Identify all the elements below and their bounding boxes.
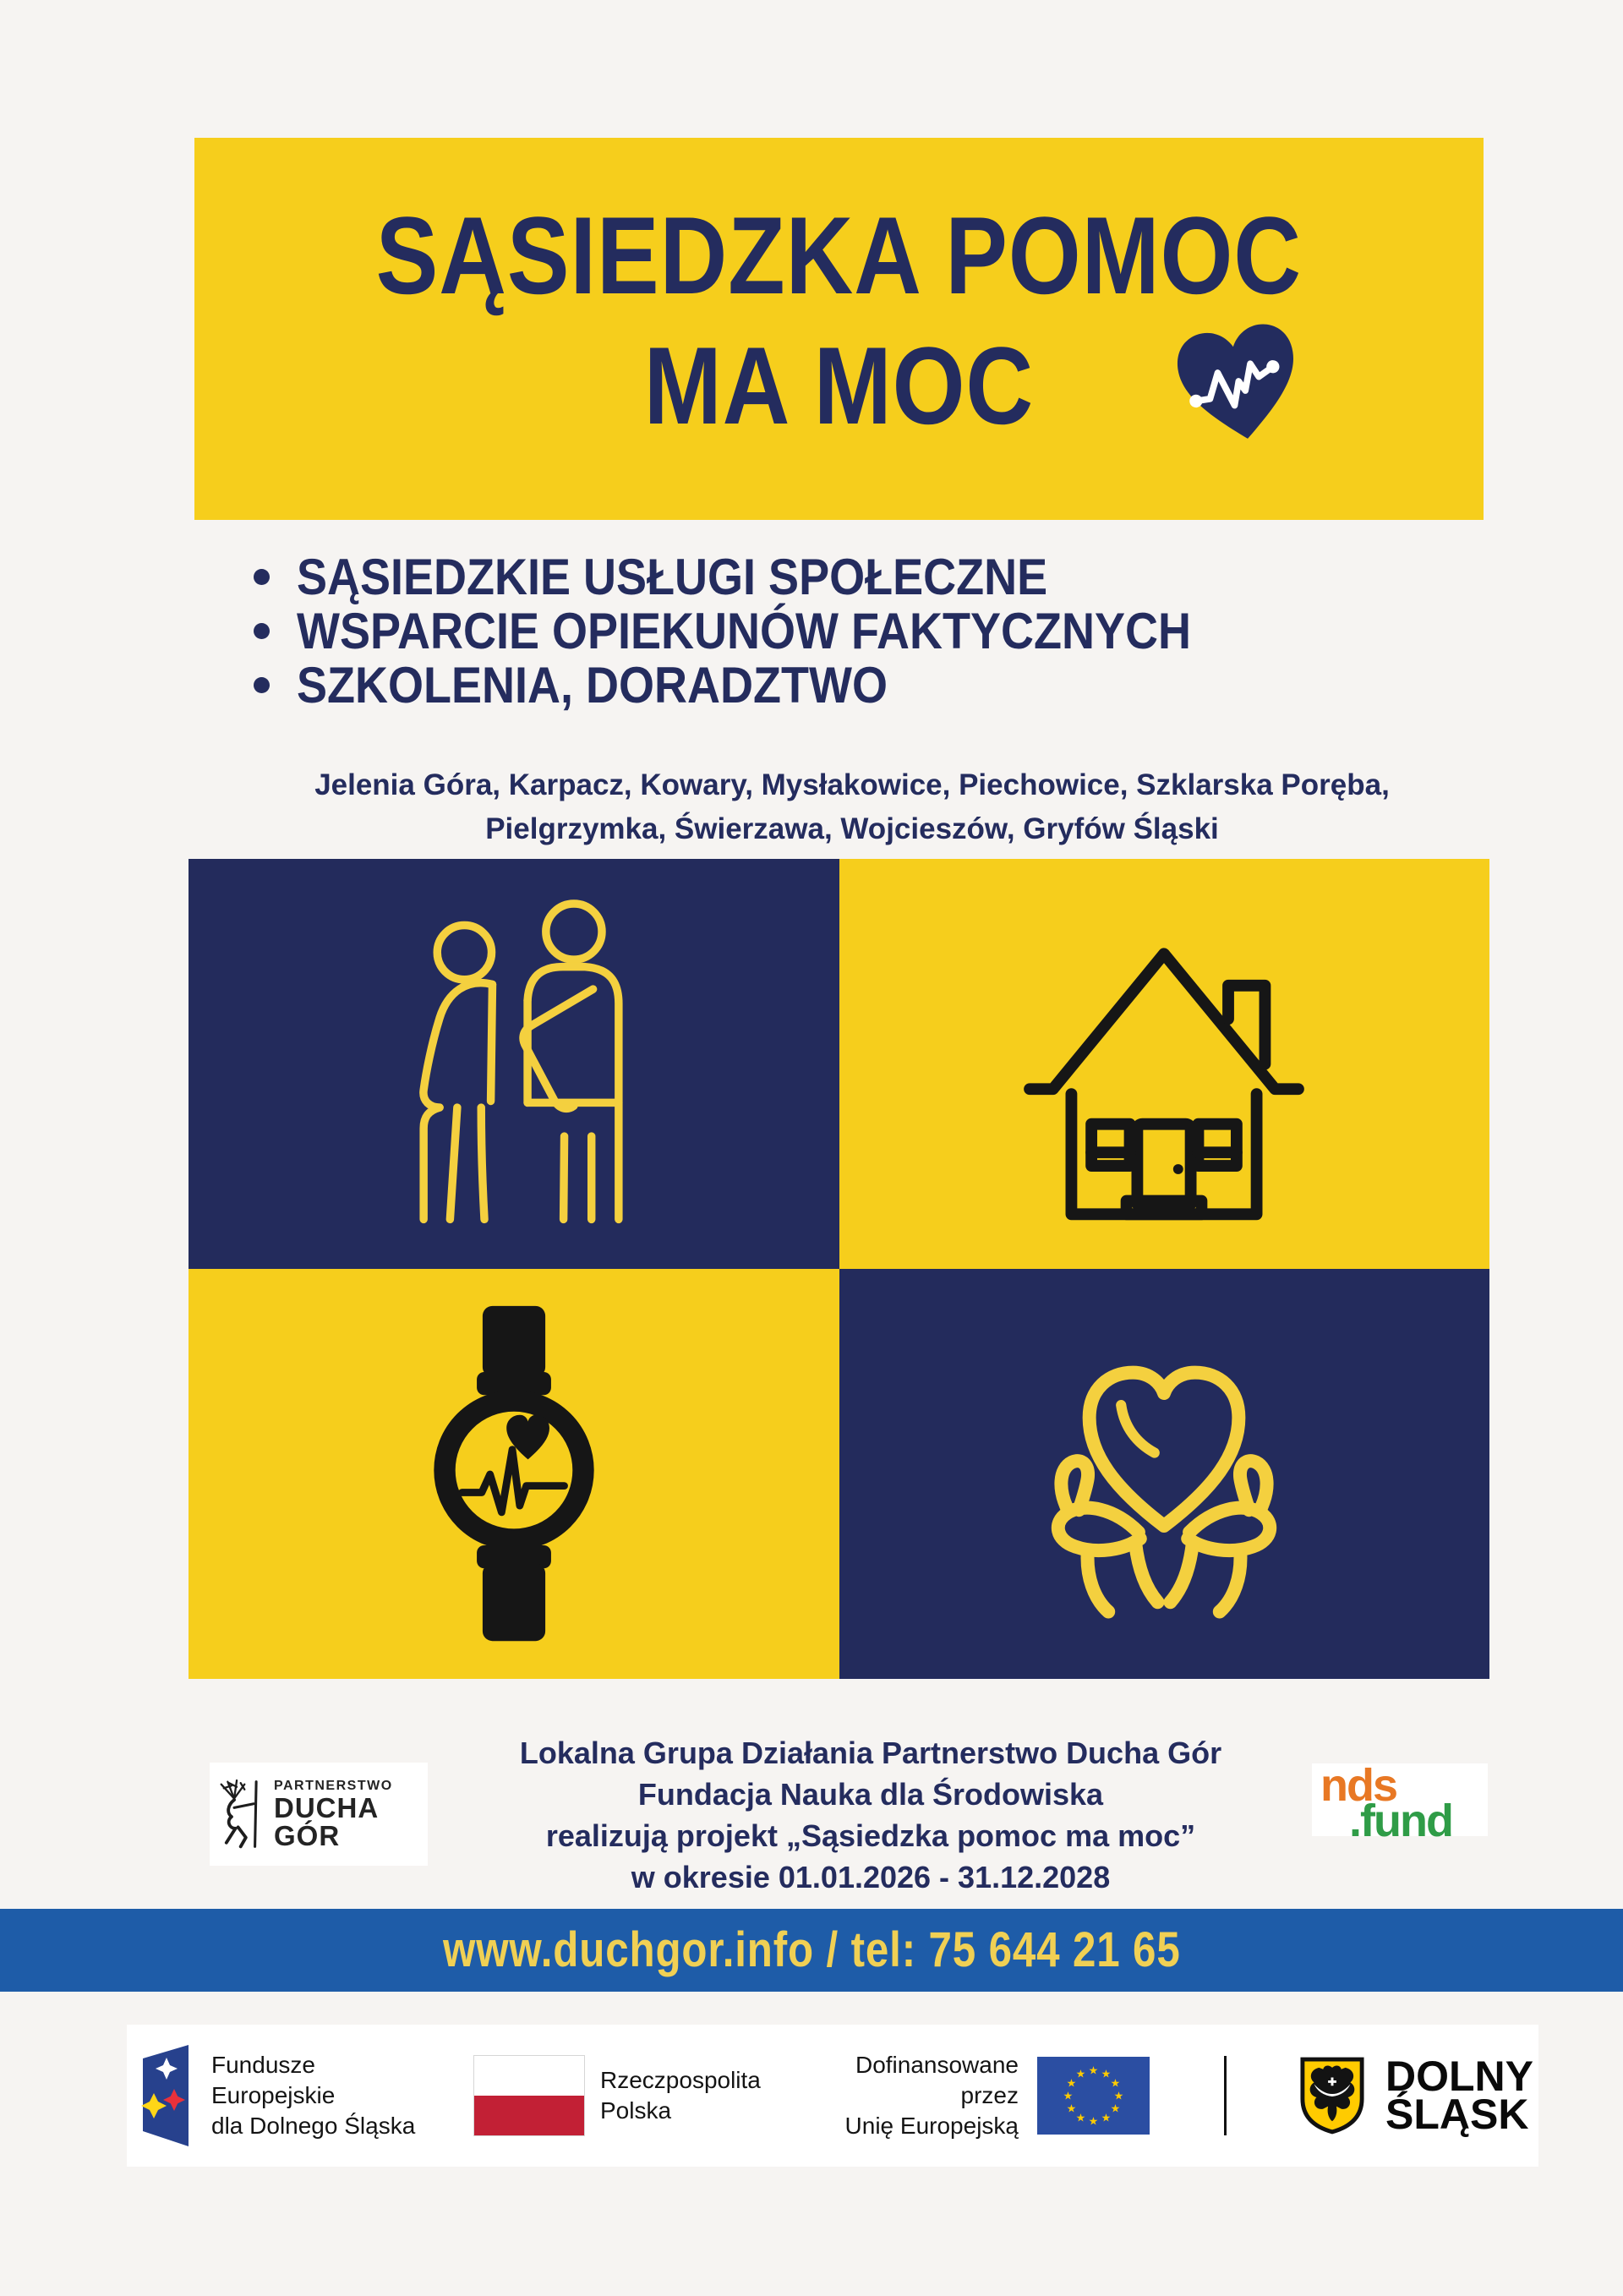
eu-funding-label-line-2: Unię Europejską	[844, 2113, 1019, 2139]
grid-cell-smartwatch	[189, 1269, 839, 1679]
bullet-dot	[254, 623, 270, 639]
eu-funding-strip	[127, 2025, 1538, 2167]
house-icon	[1016, 909, 1312, 1234]
caregiver-helping-elderly-icon	[382, 895, 646, 1233]
region-label-line-2: ŚLĄSK	[1385, 2091, 1529, 2138]
rp-label	[600, 2065, 769, 2126]
cities-list	[41, 763, 1623, 851]
nds-fund-logo	[1312, 1760, 1488, 1846]
grid-cell-house	[839, 859, 1490, 1269]
nds-fund-logo-line-1: nds	[1320, 1760, 1397, 1811]
svg-text:★: ★	[1066, 2102, 1077, 2116]
project-info-line-1: Lokalna Grupa Działania Partnerstwo Ducha Gór	[519, 1736, 1222, 1770]
eu-funding-label	[803, 2050, 1019, 2141]
partner-logo-top: PARTNERSTWO	[274, 1779, 393, 1793]
svg-text:★: ★	[1113, 2090, 1124, 2103]
european-funds-flag-icon	[139, 2043, 192, 2148]
svg-text:★: ★	[1088, 2115, 1099, 2129]
svg-text:★: ★	[1063, 2090, 1074, 2103]
rp-label-line-2: Polska	[600, 2097, 672, 2124]
cities-line-2: Pielgrzymka, Świerzawa, Wojcieszów, Gryfów Śląski	[485, 812, 1219, 845]
title-line-1: SĄSIEDZKA POMOC	[375, 194, 1303, 317]
region-label	[1385, 2053, 1533, 2138]
fe-label	[211, 2050, 429, 2141]
list-item-label: WSPARCIE OPIEKUNÓW FAKTYCZNYCH	[297, 602, 1192, 659]
bullet-dot	[254, 677, 270, 693]
project-info-line-4: w okresie 01.01.2026 - 31.12.2028	[631, 1860, 1111, 1894]
svg-text:★: ★	[1075, 2068, 1086, 2081]
svg-text:★: ★	[1075, 2112, 1086, 2125]
eu-funding-label-line-1: Dofinansowane przez	[855, 2052, 1019, 2108]
services-list	[254, 549, 1291, 712]
eu-flag-icon	[1037, 2057, 1150, 2135]
heart-with-pulse-icon	[1168, 320, 1310, 451]
partner-logo-bottom: GÓR	[274, 1820, 341, 1851]
list-item	[254, 549, 1291, 604]
header-banner	[194, 138, 1484, 520]
list-item	[254, 658, 1291, 712]
nds-fund-logo-line-2: .fund	[1349, 1796, 1452, 1846]
contact-bar	[0, 1909, 1623, 1992]
svg-text:★: ★	[1066, 2077, 1077, 2091]
lower-silesia-eagle-shield-icon	[1299, 2056, 1365, 2135]
title-line-2: MA MOC	[643, 324, 1035, 447]
cities-line-1: Jelenia Góra, Karpacz, Kowary, Mysłakowice, Piechowice, Szklarska Poręba,	[314, 768, 1390, 801]
list-item-label: SĄSIEDZKIE USŁUGI SPOŁECZNE	[297, 548, 1048, 605]
project-info-line-2: Fundacja Nauka dla Środowiska	[637, 1777, 1104, 1812]
hands-holding-heart-icon	[997, 1327, 1331, 1645]
bullet-dot	[254, 569, 270, 585]
grid-cell-caregiver	[189, 859, 839, 1269]
list-item	[254, 604, 1291, 658]
fe-label-line-2: dla Dolnego Śląska	[211, 2113, 416, 2139]
smartwatch-heart-rate-icon	[434, 1301, 594, 1648]
project-info-line-3: realizują projekt „Sąsiedzka pomoc ma moc”	[545, 1818, 1196, 1853]
svg-text:★: ★	[1101, 2068, 1112, 2081]
fe-label-line-1: Fundusze Europejskie	[211, 2052, 336, 2108]
svg-text:★: ★	[1088, 2064, 1099, 2078]
list-item-label: SZKOLENIA, DORADZTWO	[297, 656, 888, 713]
partner-logo-middle: DUCHA	[274, 1792, 380, 1823]
region-label-line-1: DOLNY	[1385, 2053, 1533, 2100]
svg-text:★: ★	[1110, 2102, 1121, 2116]
rp-label-line-1: Rzeczpospolita	[600, 2067, 761, 2093]
svg-text:★: ★	[1101, 2112, 1112, 2125]
contact-bar-text: www.duchgor.info / tel: 75 644 21 65	[442, 1922, 1181, 1977]
svg-text:★: ★	[1110, 2077, 1121, 2091]
poland-flag-icon	[473, 2055, 585, 2136]
divider	[1224, 2056, 1227, 2135]
grid-cell-hands-heart	[839, 1269, 1490, 1679]
icon-grid	[189, 859, 1489, 1679]
